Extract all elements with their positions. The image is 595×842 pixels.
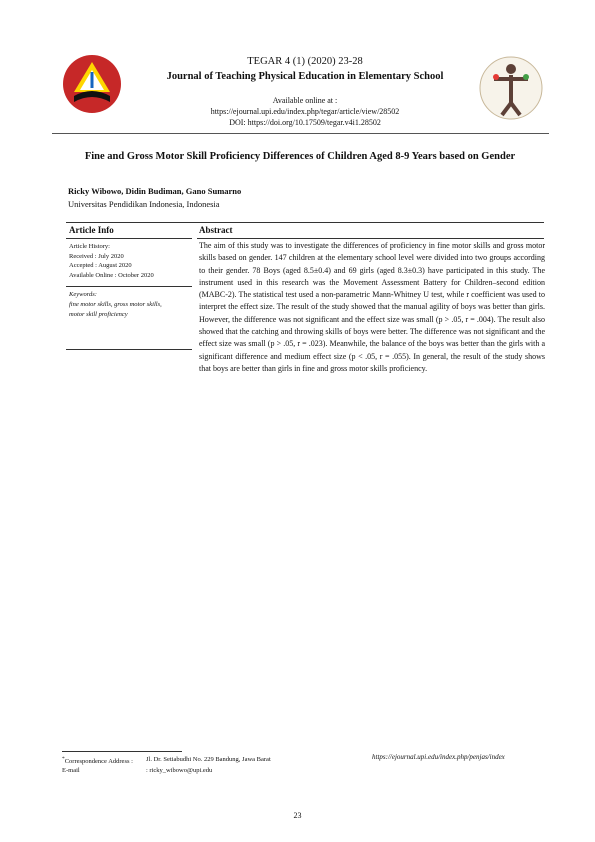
authors: Ricky Wibowo, Didin Budiman, Gano Sumarno bbox=[68, 186, 242, 196]
info-rule bbox=[66, 238, 192, 239]
email-label: E-mail bbox=[62, 767, 80, 775]
address-value: Jl. Dr. Setiabudhi No. 229 Bandung, Jawa Barat bbox=[146, 756, 271, 763]
tegar-logo-icon bbox=[478, 55, 544, 121]
correspondence-footnote bbox=[62, 755, 271, 775]
email-value[interactable]: : ricky_wibowo@upi.edu bbox=[146, 767, 213, 775]
article-info bbox=[69, 242, 194, 319]
article-title: Fine and Gross Motor Skill Proficiency Differences of Children Aged 8-9 Years based on Gender bbox=[84, 151, 516, 162]
keywords-rule bbox=[66, 349, 192, 350]
keywords-line-1: fine motor skills, gross motor skills, bbox=[69, 300, 162, 308]
journal-issue: TEGAR 4 (1) (2020) 23-28 bbox=[247, 56, 363, 67]
section-top-rule bbox=[66, 222, 544, 223]
abstract-rule bbox=[197, 238, 544, 239]
online-url[interactable]: https://ejournal.upi.edu/index.php/tegar/article/view/28502 bbox=[210, 107, 400, 116]
doi-link[interactable]: DOI: https://doi.org/10.17509/tegar.v4i1.28502 bbox=[229, 118, 381, 127]
accepted-date: Accepted : August 2020 bbox=[69, 262, 132, 270]
affiliation: Universitas Pendidikan Indonesia, Indonesia bbox=[68, 199, 220, 209]
abstract-heading: Abstract bbox=[199, 225, 233, 235]
page-number: 23 bbox=[293, 811, 302, 820]
abstract-text: The aim of this study was to investigate the differences of proficiency in fine motor skills and gross motor skills based on gender. 147 children at the elementary school level were divided into two groups according to their gender. 78 Boys (aged 8.5±0.4) and 69 girls (aged 8.3±0.3) have participated in this study. The instrument used in this research was the Movement Assessment Battery for Children–second edition (MABC-2). The statistical test used a non-parametric Mann-Whitney U test, while r coefficient was used to interpret the effect size. The result of the study showed that the manual agility of boys was better than girls. However, the difference was not significant and the effect size was small (p > .05, r = .004). The result also showed that the catching and throwing skills of boys were better. The difference was not significant and the effect size was small (p > .05, r = .023). Meanwhile, the balance of the boys was better than the girls with a significant difference and medium effect size (p < .05, r = .055). In general, the result of the study shows that boys are better than girls in fine and gross motor skills proficiency. bbox=[199, 241, 545, 373]
upi-logo-icon bbox=[60, 52, 124, 116]
online-label: Available online at : bbox=[272, 96, 338, 105]
keywords-label: Keywords: bbox=[69, 291, 97, 299]
history-label: Article History: bbox=[69, 243, 110, 250]
footer-url[interactable]: https://ejournal.upi.edu/index.php/penjas/index bbox=[372, 753, 505, 761]
history-rule bbox=[66, 286, 192, 287]
address-label: Correspondence Address : bbox=[64, 758, 133, 766]
keywords-line-2: motor skill proficiency bbox=[69, 310, 128, 318]
journal-name: Journal of Teaching Physical Education in Elementary School bbox=[166, 71, 444, 82]
header-divider bbox=[52, 133, 549, 134]
received-date: Received : July 2020 bbox=[69, 252, 124, 260]
article-info-heading: Article Info bbox=[69, 225, 114, 235]
footnote-marker: * bbox=[62, 756, 65, 762]
footnote-rule bbox=[62, 751, 182, 752]
available-date: Available Online : October 2020 bbox=[69, 271, 154, 279]
